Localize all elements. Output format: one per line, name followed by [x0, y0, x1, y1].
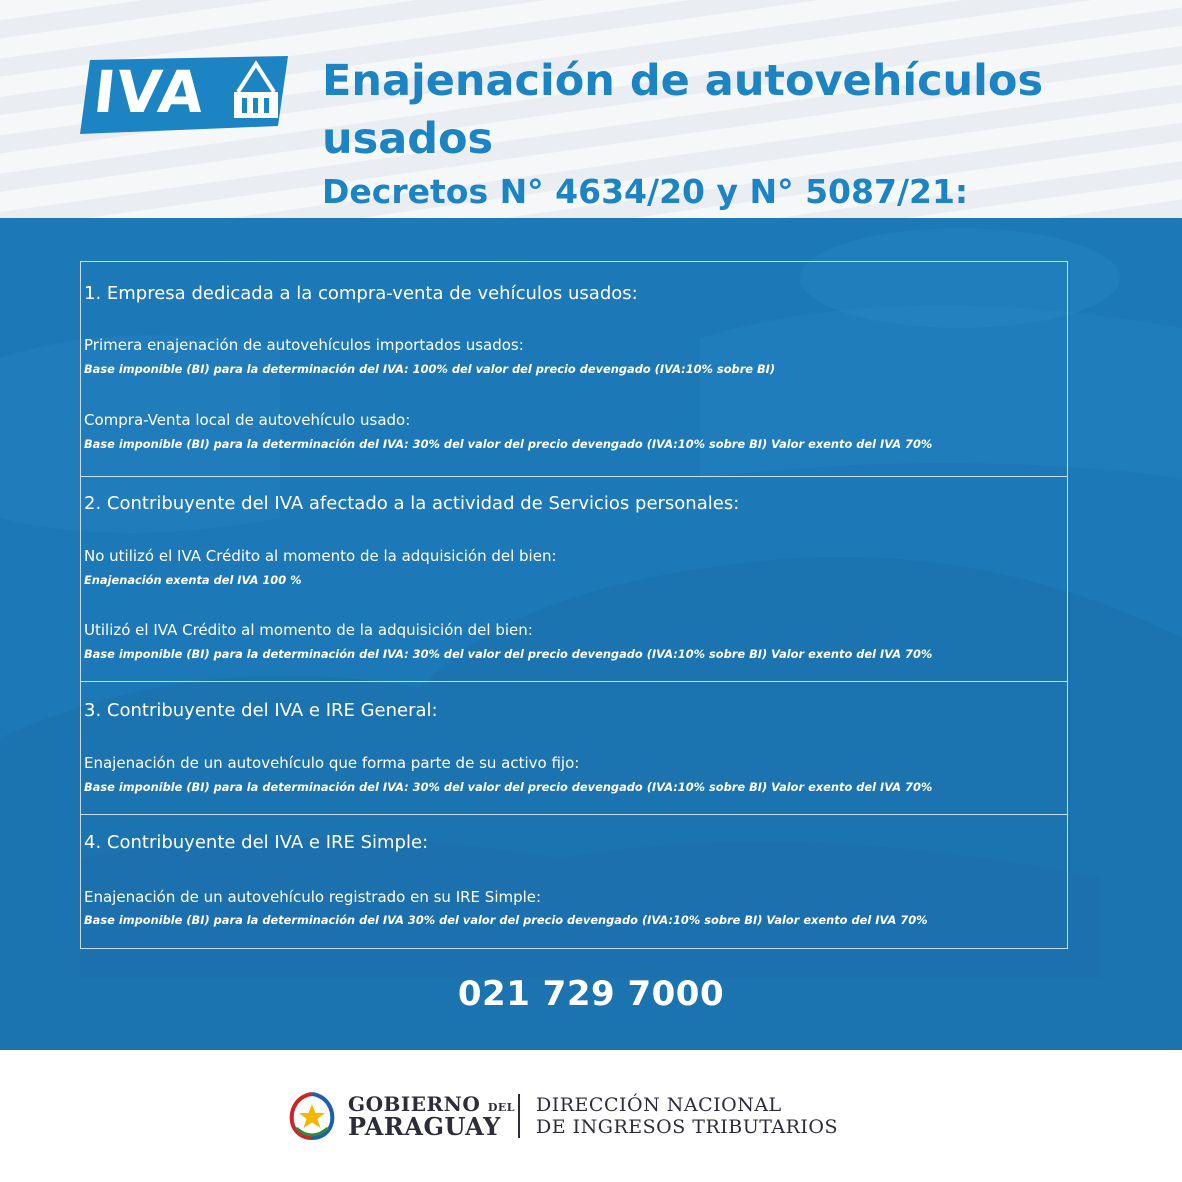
header: [0, 0, 1182, 218]
section-title: 1. Empresa dedicada a la compra-venta de vehículos usados:: [84, 283, 638, 304]
dnit-name-line2: DE INGRESOS TRIBUTARIOS: [536, 1116, 838, 1138]
page-subtitle: Decretos N° 4634/20 y N° 5087/21:: [322, 172, 969, 211]
item-description: Base imponible (BI) para la determinación del IVA 30% del valor del precio devengado (IVA:10% sobre BI) Valor exento del IVA 70%: [84, 913, 928, 927]
item-label: Primera enajenación de autovehículos importados usados:: [84, 336, 524, 354]
item-label: Compra-Venta local de autovehículo usado:: [84, 411, 411, 429]
info-table: [80, 261, 1068, 949]
section-1: [81, 262, 1067, 476]
gov-del: DEL: [487, 1101, 515, 1114]
iva-logo: [80, 56, 290, 136]
section-title: 3. Contribuyente del IVA e IRE General:: [84, 700, 438, 721]
item-description: Enajenación exenta del IVA 100 %: [84, 573, 302, 587]
section-title: 4. Contribuyente del IVA e IRE Simple:: [84, 832, 429, 853]
section-4: [81, 814, 1067, 948]
item-description: Base imponible (BI) para la determinación del IVA: 30% del valor del precio devengado (IVA:10% sobre BI) Valor exento del IVA 70%: [84, 780, 933, 794]
item-label: Utilizó el IVA Crédito al momento de la adquisición del bien:: [84, 621, 533, 639]
page-title: Enajenación de autovehículos usados: [322, 56, 1044, 164]
section-3: [81, 681, 1067, 814]
title-block: [322, 52, 1152, 214]
paraguay-seal-icon: [284, 1088, 340, 1144]
item-label: Enajenación de un autovehículo registrado en su IRE Simple:: [84, 888, 542, 906]
item-label: No utilizó el IVA Crédito al momento de la adquisición del bien:: [84, 547, 557, 565]
iva-logo-text: IVA: [90, 58, 208, 126]
gov-word: GOBIERNO: [348, 1092, 481, 1116]
section-2: [81, 476, 1067, 681]
phone-number: 021 729 7000: [457, 974, 725, 1014]
footer: [0, 1050, 1182, 1182]
item-description: Base imponible (BI) para la determinación del IVA: 30% del valor del precio devengado (IVA:10% sobre BI) Valor exento del IVA 70%: [84, 437, 933, 451]
item-description: Base imponible (BI) para la determinación del IVA: 30% del valor del precio devengado (IVA:10% sobre BI) Valor exento del IVA 70%: [84, 647, 933, 661]
content-panel: [0, 218, 1182, 1050]
item-label: Enajenación de un autovehículo que forma parte de su activo fijo:: [84, 754, 580, 772]
section-title: 2. Contribuyente del IVA afectado a la actividad de Servicios personales:: [84, 493, 740, 514]
footer-divider: [518, 1094, 520, 1138]
dnit-name-line1: DIRECCIÓN NACIONAL: [536, 1094, 782, 1116]
government-name-line2: PARAGUAY: [348, 1112, 501, 1141]
item-description: Base imponible (BI) para la determinación del IVA: 100% del valor del precio devengado (IVA:10% sobre BI): [84, 362, 776, 376]
